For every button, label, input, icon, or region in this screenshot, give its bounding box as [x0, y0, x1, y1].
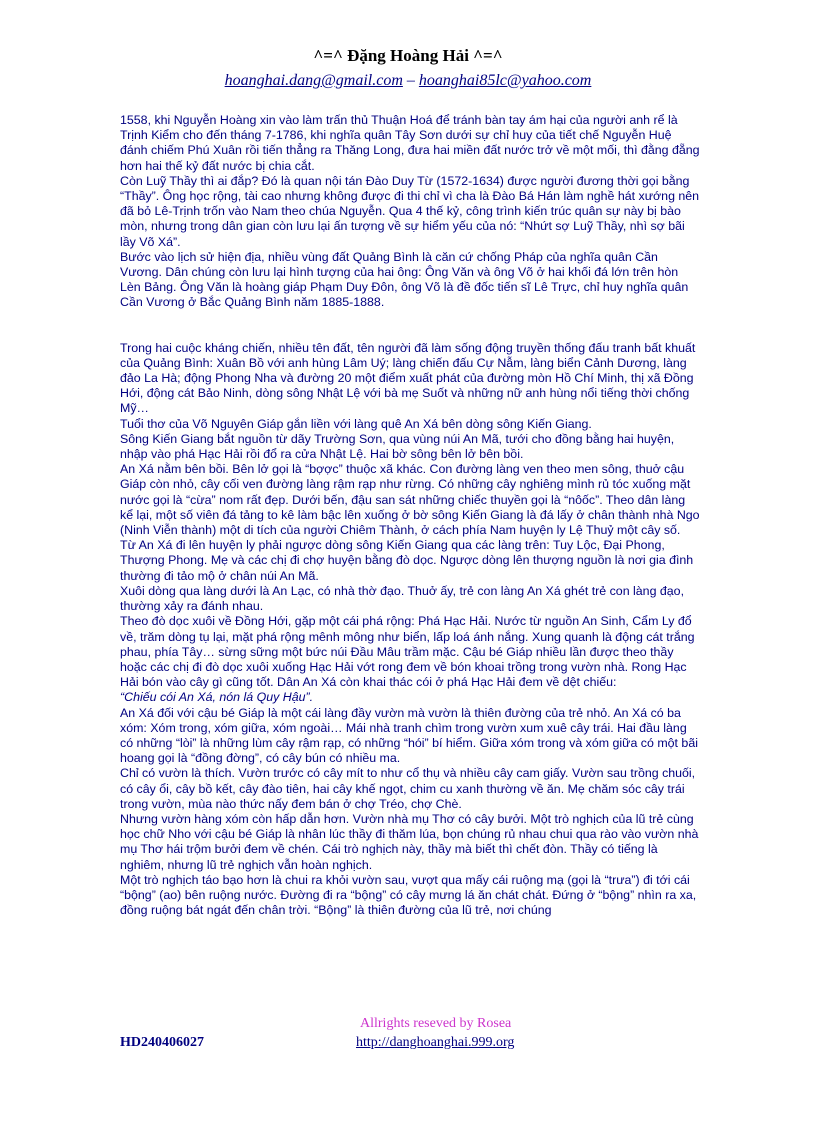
article-body	[120, 113, 700, 918]
paragraph: Chỉ có vườn là thích. Vườn trước có cây mít to như cổ thụ và nhiều cây cam giấy. Vườn sau trồng chuối, có cây ổi, cây bồ kết, cây đào tiên, hai cây khế ngọt, chim cu xanh thường về ăn. Mẹ chăm sóc cây trái trong vườn, mùa nào thức nấy đem bán ở chợ Tréo, chợ Chè.	[120, 766, 696, 811]
paragraph: 1558, khi Nguyễn Hoàng xin vào làm trấn thủ Thuận Hoá để tránh bàn tay ám hại của người anh rể là Trịnh Kiểm cho đến tháng 7-1786, khi nghĩa quân Tây Sơn dưới sự chỉ huy của tiết chế Nguyễn Huệ đánh chiếm Phú Xuân rồi tiến thẳng ra Thăng Long, đưa hai miền đất nước trở về một mối, thì đằng đẵng hơn hai thế kỷ đất nước bị chia cắt.	[120, 113, 700, 173]
paragraph: Một trò nghịch táo bạo hơn là chui ra khỏi vườn sau, vượt qua mấy cái ruộng mạ (gọi là “trưa”) đi tới cái “bộng” (ao) bên ruộng nước. Đường đi ra “bộng” có cây mưng lá ăn chát chát. Đứng ở “bộng” nhìn ra xa, đồng ruộng bát ngát đến chân trời. “Bộng” là thiên đường của lũ trẻ, nơi chúng	[120, 872, 697, 918]
paragraph: An Xá nằm bên bồi. Bên lở gọi là “bợợc” thuộc xã khác. Con đường làng ven theo men sông, thuở cậu Giáp còn nhỏ, cây cối ven đường làng rậm rạp như rừng. Có những cây nghiêng mình rủ tóc xuống mặt nước gọi là “cừa” nom rất đẹp. Dưới bến, đậu san sát những chiếc thuyền gọi là “nôốc”. Theo dân làng kể lại, một số viên đá tảng to kê làm bậc lên xuống ở bờ sông Kiến Giang là đá lấy ở chân thành nhà Ngo (Ninh Viễn thành) một di tích của người Chiêm Thành, ở cách phía Nam huyện ly Lệ Thuỷ một cây số.	[120, 462, 700, 538]
paragraph: Từ An Xá đi lên huyện ly phải ngược dòng sông Kiến Giang qua các làng trên: Tuy Lộc, Đại Phong, Thượng Phong. Mẹ và các chị đi chợ huyện bằng đò dọc. Ngược dòng lên thượng nguồn là nơi gia đình thường đi tảo mộ ở chân núi An Mã.	[120, 538, 694, 583]
email-link-yahoo[interactable]: hoanghai85lc@yahoo.com	[418, 72, 592, 89]
email-separator: –	[402, 72, 419, 89]
quote-line: “Chiếu cói An Xá, nón lá Quy Hậu”.	[120, 690, 314, 705]
paragraph-gap	[120, 311, 700, 341]
paragraph: An Xá đối với cậu bé Giáp là một cái làng đầy vườn mà vườn là thiên đường của trẻ nhỏ. An Xá có ba xóm: Xóm trong, xóm giữa, xóm ngoài… Mái nhà tranh chìm trong vườn xum xuê cây trái. Hai đầu làng có những “lòi” là những lùm cây rậm rạp, có những “hói” bí hiểm. Giữa xóm trong và xóm giữa có một bãi hoang gọi là “đồng đờng”, có cây bún có nhiều ma.	[120, 705, 698, 766]
paragraph: Trong hai cuộc kháng chiến, nhiều tên đất, tên người đã làm sống động truyền thống đấu tranh bất khuất của Quảng Bình: Xuân Bồ với anh hùng Lâm Uý; làng chiến đấu Cự Nẫm, làng biển Cảnh Dương, làng đảo La Hà; động Phong Nha và đường 20 một điểm xuất phát của đường mòn Hồ Chí Minh, thị xã Đồng Hới, động cát Bảo Ninh, dòng sông Nhật Lệ với bà mẹ Suốt và những nữ anh hùng nổi tiếng thời chống Mỹ…	[120, 340, 696, 416]
footer-document-id: HD240406027	[120, 1035, 204, 1050]
email-link-gmail[interactable]: hoanghai.dang@gmail.com	[224, 72, 403, 89]
paragraph: Bước vào lịch sử hiện địa, nhiều vùng đất Quảng Bình là căn cứ chống Pháp của nghĩa quân Cần Vương. Dân chúng còn lưu lại hình tượng của hai ông: Ông Văn và ông Võ ở hai khối đá lớn trên hòn Lèn Bảng. Ông Văn là hoàng giáp Phạm Duy Đôn, ông Võ là đề đốc tiến sĩ Lê Trực, chỉ huy nghĩa quân Cần Vương ở Bắc Quảng Bình năm 1885-1888.	[120, 249, 689, 310]
paragraph: Sông Kiến Giang bắt nguồn từ dãy Trường Sơn, qua vùng núi An Mã, tưới cho đồng bằng hai huyện, nhập vào phá Hạc Hải rồi đổ ra cửa Nhật Lệ. Hai bờ sông bên lở bên bồi.	[120, 431, 675, 462]
author-title: ^=^ Đặng Hoàng Hải ^=^	[313, 46, 503, 65]
footer-website-link[interactable]: http://danghoanghai.999.org	[356, 1035, 515, 1050]
paragraph: Còn Luỹ Thầy thì ai đắp? Đó là quan nội tán Đào Duy Từ (1572-1634) được người đương thời gọi bằng “Thầy”. Ông học rộng, tài cao nhưng không được đi thi chỉ vì cha là Đào Bá Hán làm nghề hát xướng nên đã bỏ Lê-Trịnh trốn vào Nam theo chúa Nguyễn. Qua 4 thế kỷ, công trình kiến trúc quân sự này bị bào mòn, nhưng trong dân gian còn lưu lại ấn tượng về sự hiểm yếu của nó: “Nhứt sợ Luỹ Thầy, nhì sợ bãi lầy Võ Xá”.	[120, 173, 700, 249]
paragraph: Nhưng vườn hàng xóm còn hấp dẫn hơn. Vườn nhà mụ Thơ có cây bưởi. Một trò nghịch của lũ trẻ cùng học chữ Nho với cậu bé Giáp là nhân lúc thầy đi thăm lúa, bọn chúng rủ nhau chui qua rào vào vườn nhà mụ Thơ hái trộm bưởi đem về chén. Cái trò nghịch này, thầy mà biết thì chết đòn. Thầy có tiếng là nghiêm, nhưng lũ trẻ nghịch vẫn hoàn nghịch.	[120, 811, 699, 872]
paragraph: Tuổi thơ của Võ Nguyên Giáp gắn liền với làng quê An Xá bên dòng sông Kiến Giang.	[120, 416, 592, 431]
paragraph: Theo đò dọc xuôi về Đồng Hới, gặp một cái phá rộng: Phá Hạc Hải. Nước từ nguồn An Sinh, Cẩm Ly đổ về, trăm dòng tụ lại, mặt phá rộng mênh mông như biển, lấp loá ánh nắng. Xung quanh là động cát trắng phau, phía Tây… sừng sững một bức núi Đầu Mâu trầm mặc. Cậu bé Giáp nhiều lần được theo thầy hoặc các chị đi đò dọc xuôi xuống Hạc Hải vớt rong đem về bón khoai trồng trong vườn nhà. Rong Hạc Hải bón vào cây gì cũng tốt. Dân An Xá còn khai thác cói ở phá Hạc Hải đem về dệt chiếu:	[120, 614, 695, 690]
paragraph: Xuôi dòng qua làng dưới là An Lạc, có nhà thờ đạo. Thuở ấy, trẻ con làng An Xá ghét trẻ con làng đạo, thường xảy ra đánh nhau.	[120, 583, 685, 614]
author-emails	[0, 72, 816, 90]
footer-rights: Allrights reseved by Rosea	[360, 1016, 512, 1031]
